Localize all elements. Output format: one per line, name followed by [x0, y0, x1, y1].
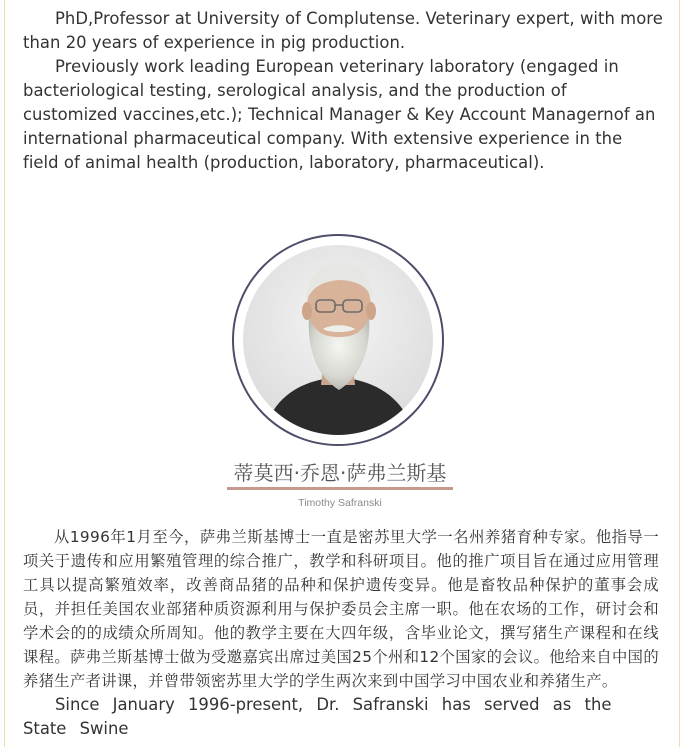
- bio-paragraph-chinese: 从1996年1月至今，萨弗兰斯基博士一直是密苏里大学一名州养猪育种专家。他指导一项关于遗传和应用繁殖管理的综合推广，教学和科研项目。他的推广项目旨在通过应用管理工具以提高繁殖效率，改善商品猪的品种和保护遗传变异。他是畜牧品种保护的董事会成员，并担任美国农业部猪种质资源利用与保护委员会主席一职。他在农场的工作，研讨会和学术会的的成绩众所周知。他的教学主要在大四年级，含毕业论文，撰写猪生产课程和在线课程。萨弗兰斯基博士做为受邀嘉宾出席过美国25个州和12个国家的会议。他给来自中国的养猪生产者讲课，并曾带领密苏里大学的学生两次来到中国学习中国农业和养猪生产。: [23, 528, 659, 690]
- intro-paragraph-2: Previously work leading European veterinary laboratory (engaged in bacteriological testing, serological analysis, and the production of customized vaccines,etc.); Technical Manager & Key Account Managernof an international pharmaceutical company. With extensive experience in the field of animal health (production, laboratory, pharmaceutical).: [23, 57, 656, 172]
- portrait-photo: [243, 245, 433, 435]
- frame-border-right: [679, 0, 680, 747]
- portrait-image: [243, 245, 433, 435]
- person-name-english: Timothy Safranski: [298, 497, 382, 509]
- person-name-chinese: 蒂莫西·乔恩·萨弗兰斯基: [233, 461, 447, 485]
- bio-section: [23, 525, 659, 741]
- name-underline: [227, 487, 453, 490]
- frame-border-left: [4, 0, 5, 747]
- intro-section: [23, 7, 663, 175]
- bio-paragraph-english: Since January 1996-present, Dr. Safranski has served as the State Swine: [23, 695, 612, 738]
- intro-paragraph-1: PhD,Professor at University of Complutense. Veterinary expert, with more than 20 years of experience in pig production.: [23, 9, 663, 52]
- portrait-frame: [232, 234, 444, 446]
